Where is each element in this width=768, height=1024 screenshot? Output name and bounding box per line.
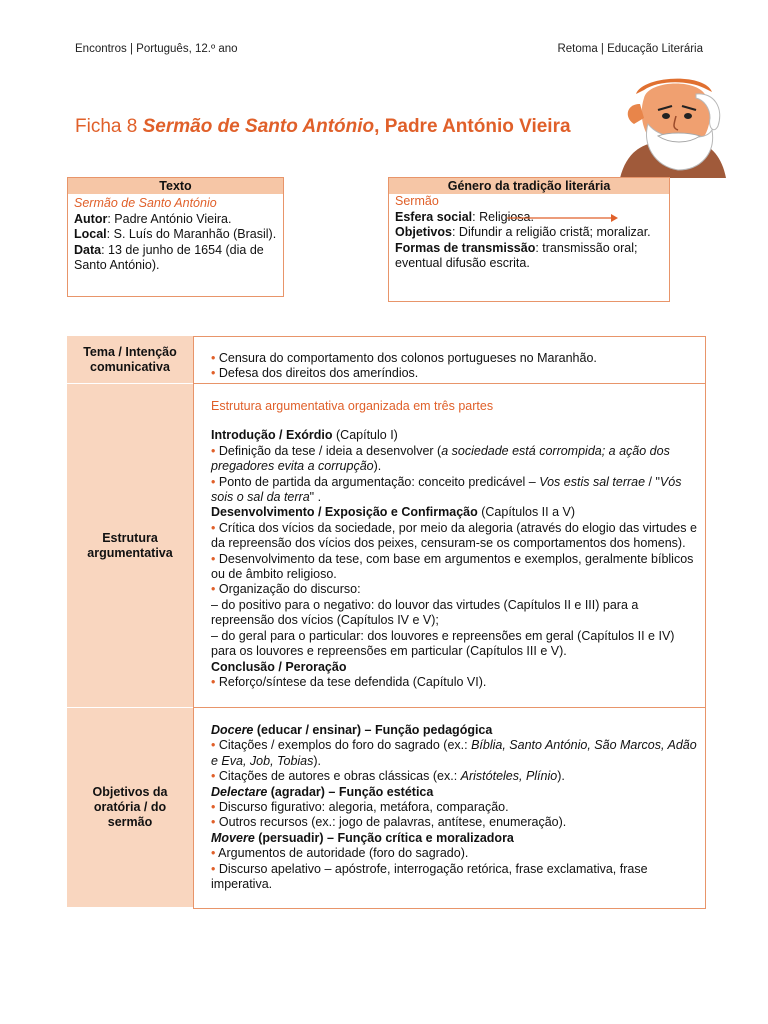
docere-title: Docere (educar / ensinar) – Função pedagógica — [211, 723, 493, 737]
list-item: • Discurso figurativo: alegoria, metáfora, comparação. — [211, 800, 509, 815]
objetivos-label: Objetivos da oratória / do sermão — [92, 785, 168, 829]
estrutura-content — [211, 399, 701, 690]
list-item: • Crítica dos vícios da sociedade, por meio da alegoria (através do elogio das virtudes e da repreensão dos vícios dos peixes, censuram-se os comportamentos dos homens). — [211, 520, 697, 551]
list-item: – do geral para o particular: dos louvores e repreensões em geral (Capítulos II e IV) para os louvores e repreensões em particular (Capítulos III e V). — [211, 628, 675, 659]
page-title — [75, 116, 571, 138]
list-item: • Ponto de partida da argumentação: conceito predicável – Vos estis sal terrae / "Vós sois o sal da terra" . — [211, 474, 682, 505]
objetivos-label-cell — [67, 708, 193, 907]
row-divider — [193, 383, 706, 384]
estrutura-label: Estrutura argumentativa — [87, 530, 173, 560]
list-item: • Citações de autores e obras clássicas (ex.: Aristóteles, Plínio). — [211, 769, 565, 784]
tema-label: Tema / Intenção comunicativa — [83, 344, 177, 374]
texto-work-title: Sermão de Santo António — [74, 196, 217, 210]
list-item: • Citações / exemplos do foro do sagrado (ex.: Bíblia, Santo António, São Marcos, Adão e Eva, Job, Tobias). — [211, 738, 697, 768]
list-item: • Definição da tese / ideia a desenvolver (a sociedade está corrompida; a ação dos pregadores evita a corrupção). — [211, 443, 670, 474]
texto-autor: Autor: Padre António Vieira. — [74, 211, 232, 226]
tema-label-cell — [67, 336, 193, 383]
title-author: , Padre António Vieira — [374, 116, 571, 137]
header-left: Encontros | Português, 12.º ano — [75, 43, 238, 55]
list-item: • Discurso apelativo – apóstrofe, interrogação retórica, frase exclamativa, frase imperativa. — [211, 861, 648, 892]
list-item: • Desenvolvimento da tese, com base em argumentos e exemplos, geralmente bíblicos ou de âmbito religioso. — [211, 551, 694, 582]
arrow-right-icon — [507, 213, 619, 223]
dev-title: Desenvolvimento / Exposição e Confirmação (Capítulos II a V) — [211, 505, 576, 520]
genero-genre: Sermão — [395, 194, 439, 208]
list-item: • Reforço/síntese da tese defendida (Capítulo VI). — [211, 674, 487, 689]
tema-content — [211, 351, 701, 382]
objetivos-content — [211, 723, 701, 892]
list-item: – do positivo para o negativo: do louvor das virtudes (Capítulos II e III) para a repreensão dos vícios (Capítulos IV e V); — [211, 597, 639, 628]
estrutura-label-cell — [67, 384, 193, 707]
movere-title: Movere (persuadir) – Função crítica e moralizadora — [211, 830, 514, 845]
genero-box — [388, 177, 670, 302]
texto-local: Local: S. Luís do Maranhão (Brasil). — [74, 227, 277, 241]
row-divider — [193, 707, 706, 708]
list-item: • Censura do comportamento dos colonos portugueses no Maranhão. — [211, 351, 597, 365]
texto-box — [67, 177, 284, 297]
genero-esfera: Esfera social: Religiosa. — [395, 210, 663, 226]
delectare-title: Delectare (agradar) – Função estética — [211, 784, 434, 799]
list-item: • Argumentos de autoridade (foro do sagrado). — [211, 846, 469, 861]
texto-data: Data: 13 de junho de 1654 (dia de Santo António). — [74, 242, 264, 272]
list-item: • Outros recursos (ex.: jogo de palavras, antítese, enumeração). — [211, 815, 567, 830]
estrutura-heading: Estrutura argumentativa organizada em três partes — [211, 399, 494, 413]
concl-title: Conclusão / Peroração — [211, 659, 347, 674]
texto-box-heading: Texto — [68, 178, 283, 194]
genero-objetivos: Objetivos: Difundir a religião cristã; moralizar. — [395, 225, 651, 239]
intro-title: Introdução / Exórdio (Capítulo I) — [211, 428, 398, 443]
genero-formas: Formas de transmissão: transmissão oral; eventual difusão escrita. — [395, 240, 638, 270]
padre-antonio-vieira-portrait-icon — [618, 74, 726, 178]
genero-box-heading: Género da tradição literária — [389, 178, 669, 194]
title-work: Sermão de Santo António — [142, 116, 375, 137]
header-right: Retoma | Educação Literária — [557, 43, 703, 55]
list-item: • Organização do discurso: — [211, 582, 361, 597]
title-prefix: Ficha 8 — [75, 116, 143, 137]
list-item: • Defesa dos direitos dos ameríndios. — [211, 366, 419, 381]
